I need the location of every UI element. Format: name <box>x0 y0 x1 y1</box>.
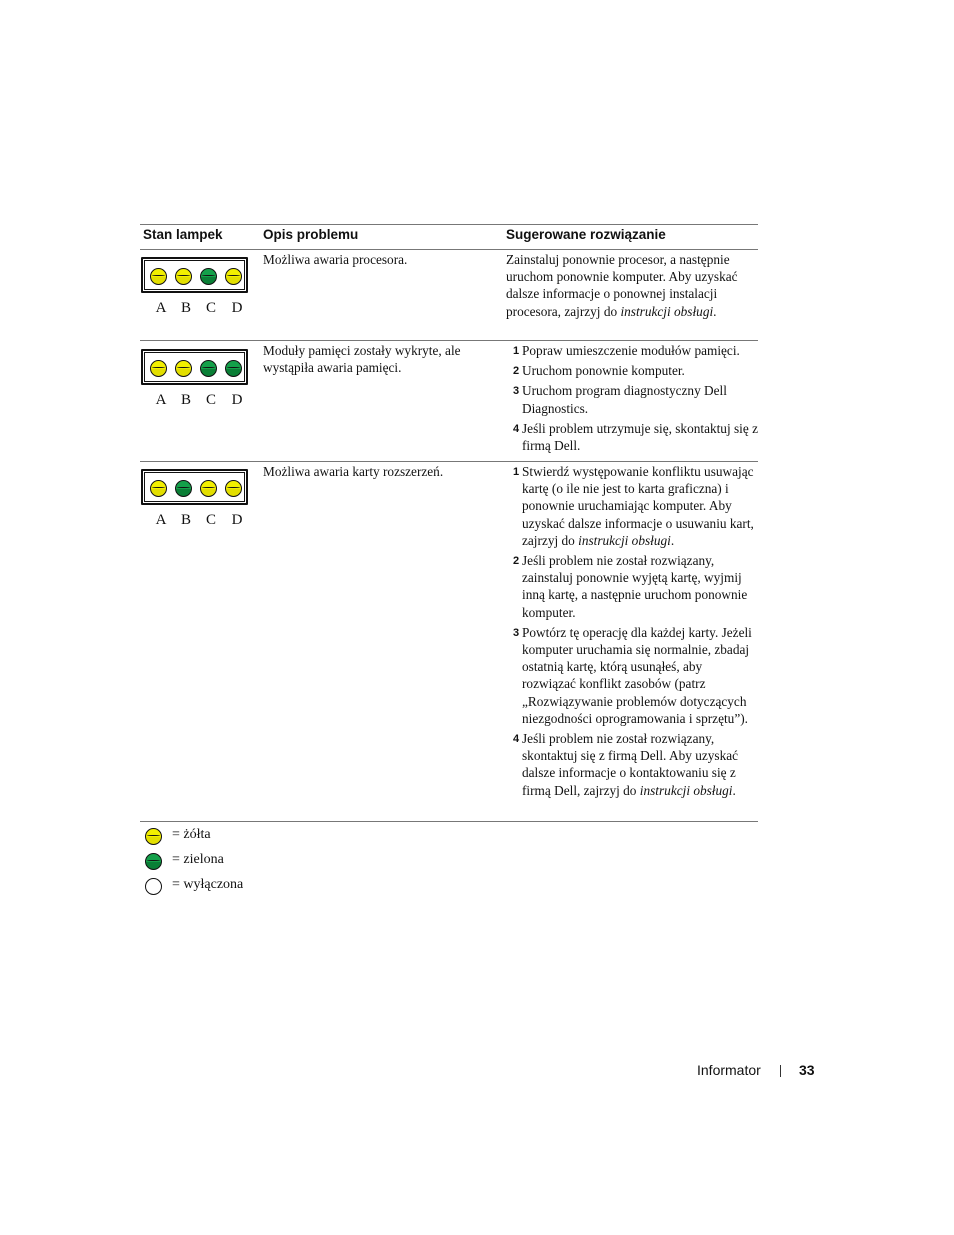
lamp-b-yellow-icon <box>175 360 192 377</box>
legend-label-green: = zielona <box>172 852 224 867</box>
lamp-letter-b: B <box>180 392 191 408</box>
legend-item-off <box>145 877 345 897</box>
list-item: 2 Jeśli problem nie został rozwiązany, zainstaluj ponownie wyjętą kartę, wyjmij inną kartę, a następnie uruchom ponownie komputer. <box>513 553 748 620</box>
lamp-letter-b: B <box>180 512 191 528</box>
manual-reference: instrukcji obsługi <box>620 303 714 319</box>
lamp-letter-a: A <box>155 392 167 408</box>
lamp-d-green-icon <box>225 360 242 377</box>
diagnostic-lights-panel <box>141 349 248 385</box>
header-rule <box>140 249 758 250</box>
lamp-letter-d: D <box>231 300 243 316</box>
lamp-letter-a: A <box>155 300 167 316</box>
yellow-lamp-icon <box>145 828 162 845</box>
manual-reference: instrukcji obsługi <box>578 532 671 548</box>
legend-item-yellow <box>145 827 345 847</box>
lamp-letter-d: D <box>231 392 243 408</box>
legend-label-yellow: = żółta <box>172 827 211 842</box>
lamp-b-yellow-icon <box>175 268 192 285</box>
list-item: 3 Powtórz tę operację dla każdej karty. Jeżeli komputer uruchamia się normalnie, zbadaj ostatnią kartę, którą usunąłeś, aby rozwiązać konflikt zasobów (patrz „Rozwiązywanie problemów dotyczących niezgodności oprogramowania i sprzętu”). <box>513 624 752 726</box>
table-bottom-rule <box>140 821 758 822</box>
solution-steps <box>506 463 758 802</box>
list-item: 4 Jeśli problem utrzymuje się, skontaktuj się z firmą Dell. <box>513 420 758 454</box>
header-suggested-solution: Sugerowane rozwiązanie <box>506 227 666 242</box>
lamp-a-yellow-icon <box>150 480 167 497</box>
lamp-letter-b: B <box>180 300 191 316</box>
problem-description: Moduły pamięci zostały wykryte, ale wystąpiła awaria pamięci. <box>263 343 461 376</box>
header-problem-description: Opis problemu <box>263 227 359 242</box>
row-rule <box>140 340 758 341</box>
legend-item-green <box>145 852 345 872</box>
lamp-c-yellow-icon <box>200 480 217 497</box>
lamp-c-green-icon <box>200 360 217 377</box>
suggested-solution: Zainstaluj ponownie procesor, a następnie uruchom ponownie komputer. Aby uzyskać dalsze informacje o ponownej instalacji procesora, zajrzyj do instrukcji obsługi. <box>506 252 738 319</box>
lamp-letter-c: C <box>205 512 216 528</box>
lamp-c-green-icon <box>200 268 217 285</box>
lamp-d-yellow-icon <box>225 480 242 497</box>
diagnostic-lights-panel <box>141 257 248 293</box>
problem-description: Możliwa awaria karty rozszerzeń. <box>263 464 444 479</box>
list-item: 4 Jeśli problem nie został rozwiązany, skontaktuj się z firmą Dell. Aby uzyskać dalsze informacje o kontaktowaniu się z firmą Dell, zajrzyj do instrukcji obsługi. <box>513 731 739 798</box>
off-lamp-icon <box>145 878 162 895</box>
footer-separator <box>780 1065 781 1077</box>
solution-steps <box>506 342 758 457</box>
lamp-a-yellow-icon <box>150 360 167 377</box>
page-number: 33 <box>799 1062 815 1078</box>
lamp-letter-d: D <box>231 512 243 528</box>
table-top-rule <box>140 224 758 225</box>
lamp-letter-a: A <box>155 512 167 528</box>
row-rule <box>140 461 758 462</box>
lamp-d-yellow-icon <box>225 268 242 285</box>
list-item: 2 Uruchom ponownie komputer. <box>513 363 685 379</box>
list-item: 1 Popraw umieszczenie modułów pamięci. <box>513 343 740 358</box>
list-item: 3 Uruchom program diagnostyczny Dell Diagnostics. <box>513 383 727 416</box>
green-lamp-icon <box>145 853 162 870</box>
lamp-b-green-icon <box>175 480 192 497</box>
legend-label-off: = wyłączona <box>172 877 244 892</box>
lamp-letter-c: C <box>205 392 216 408</box>
list-item: 1 Stwierdź występowanie konfliktu usuwając kartę (o ile nie jest to karta graficzna) i ponownie uruchamiając komputer. Aby uzyskać dalsze informacje o usuwaniu kart, zajrzyj do instrukcji obsługi. <box>513 464 754 548</box>
lamp-a-yellow-icon <box>150 268 167 285</box>
manual-reference: instrukcji obsługi <box>639 782 733 798</box>
lamp-letter-c: C <box>205 300 216 316</box>
header-lights-state: Stan lampek <box>143 227 223 242</box>
problem-description: Możliwa awaria procesora. <box>263 252 408 267</box>
footer-section-title: Informator <box>697 1062 761 1078</box>
diagnostic-lights-panel <box>141 469 248 505</box>
